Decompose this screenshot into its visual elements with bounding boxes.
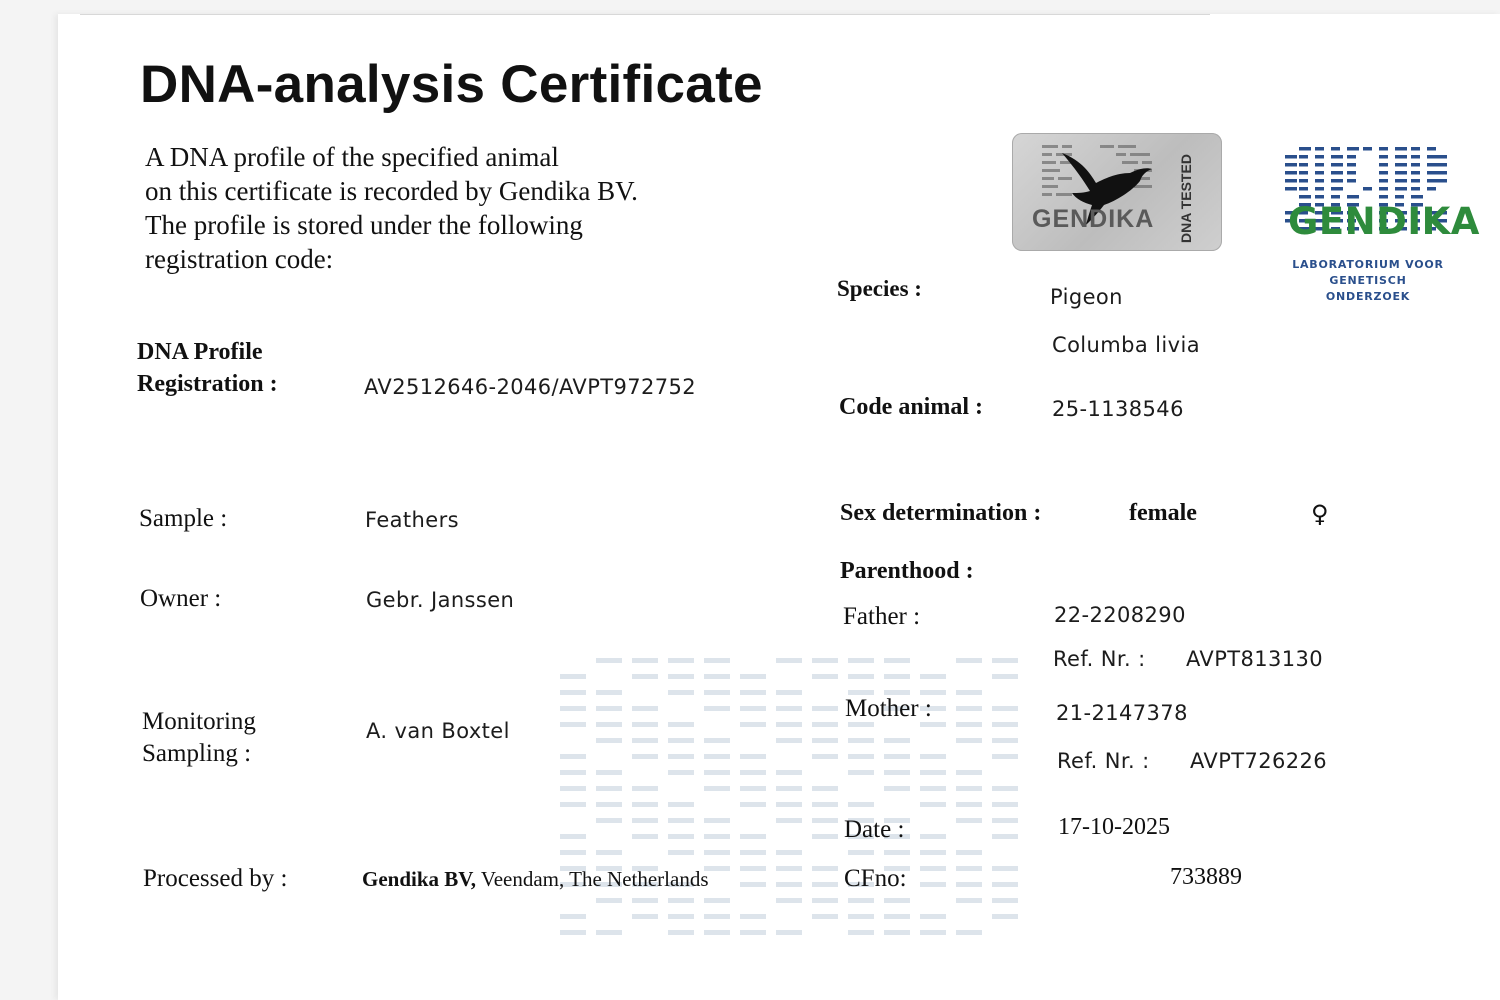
- intro-line: A DNA profile of the specified animal: [145, 142, 559, 172]
- sex-label: Sex determination :: [840, 500, 1042, 526]
- mother-ref-value: AVPT726226: [1190, 749, 1328, 773]
- code-animal-label: Code animal :: [839, 394, 983, 420]
- parenthood-label: Parenthood :: [840, 558, 974, 584]
- processed-value: [362, 867, 709, 892]
- monitoring-label: Monitoring: [142, 708, 256, 735]
- father-value: 22-2208290: [1054, 603, 1186, 627]
- processed-location: Veendam, The Netherlands: [480, 867, 709, 891]
- sample-label: Sample :: [139, 505, 228, 532]
- female-symbol-icon: ♀: [1311, 500, 1329, 528]
- mother-ref-label: Ref. Nr. :: [1057, 749, 1150, 773]
- certificate-title: DNA-analysis Certificate: [140, 55, 763, 114]
- species-latin: Columba livia: [1052, 333, 1200, 357]
- intro-text: [145, 140, 765, 276]
- code-animal-value: 25-1138546: [1052, 397, 1184, 421]
- intro-line: The profile is stored under the following: [145, 210, 583, 240]
- mother-label: Mother :: [845, 695, 932, 722]
- dna-tested-badge: GENDIKA DNA TESTED: [1012, 133, 1222, 251]
- badge-brand: GENDIKA: [1032, 205, 1155, 233]
- father-ref-label: Ref. Nr. :: [1053, 647, 1146, 671]
- sex-value: female: [1129, 500, 1197, 526]
- cfno-value: 733889: [1170, 864, 1242, 890]
- registration-value: AV2512646-2046/AVPT972752: [364, 375, 697, 399]
- dna-profile-label: DNA Profile: [137, 339, 263, 365]
- cfno-label: CFno:: [844, 865, 907, 892]
- processed-company: Gendika BV,: [362, 867, 476, 891]
- species-label: Species :: [837, 276, 922, 301]
- processed-label: Processed by :: [143, 865, 288, 892]
- paper-edge: [80, 14, 1210, 15]
- intro-line: on this certificate is recorded by Gendika BV.: [145, 176, 638, 206]
- date-label: Date :: [844, 816, 905, 843]
- logo-name: GENDIKA: [1288, 200, 1480, 243]
- intro-line: registration code:: [145, 244, 334, 274]
- mother-value: 21-2147378: [1056, 701, 1188, 725]
- owner-value: Gebr. Janssen: [366, 588, 515, 612]
- monitoring-value: A. van Boxtel: [366, 719, 510, 743]
- species-common: Pigeon: [1050, 285, 1123, 309]
- sampling-label: Sampling :: [142, 740, 252, 767]
- date-value: 17-10-2025: [1058, 814, 1170, 840]
- father-label: Father :: [843, 603, 921, 630]
- watermark-pattern: [550, 650, 1050, 950]
- sample-value: Feathers: [365, 508, 459, 532]
- father-ref-value: AVPT813130: [1186, 647, 1324, 671]
- registration-label: Registration :: [137, 371, 278, 397]
- logo-subtitle: LABORATORIUM VOOR GENETISCH ONDERZOEK: [1292, 258, 1444, 303]
- owner-label: Owner :: [140, 585, 222, 612]
